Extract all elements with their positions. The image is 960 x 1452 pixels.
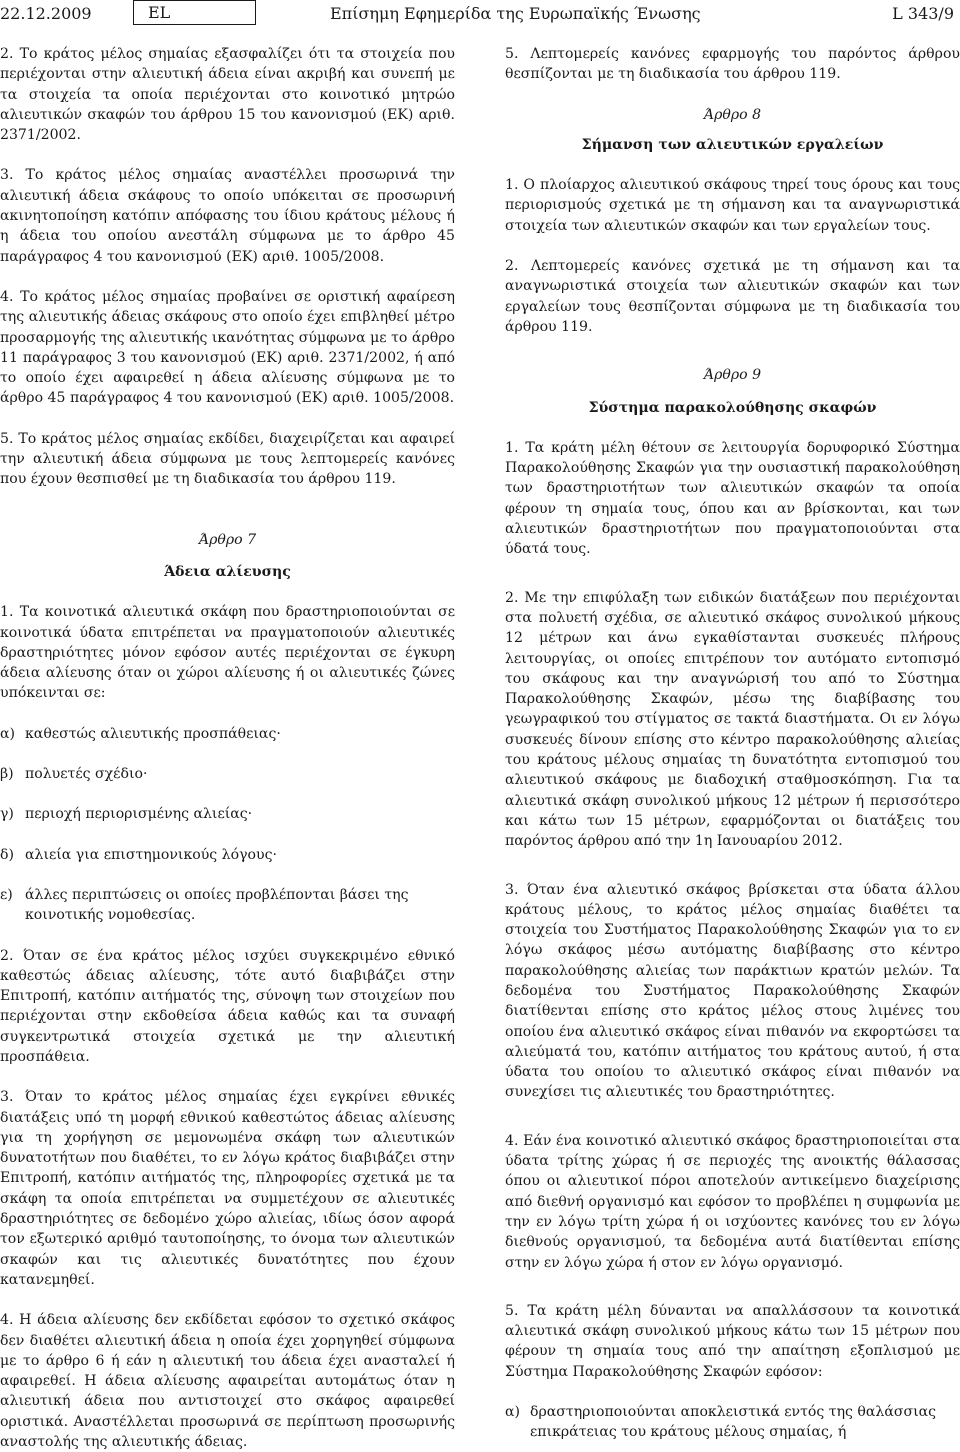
list-text: αλιεία για επιστημονικούς λόγους· — [25, 846, 277, 863]
article-9-title: Σύστημα παρακολούθησης σκαφών — [588, 399, 877, 416]
list-label: β) — [0, 766, 14, 783]
paragraph-9-1: 1. Τα κράτη μέλη θέτουν σε λειτουργία δορυφορικό Σύστημα Παρακολούθησης Σκαφών για την ουσιαστική παρακολούθηση των δραστηριοτήτων των αλιευτικών σκαφών τα οποία φέρουν τη σημαία τους, όπου και αν βρίσκονται, και των αλιευτικών δραστηριοτήτων που πραγματοποιούνται στα ύδατά τους. — [505, 439, 960, 558]
left-column — [0, 44, 455, 1452]
paragraph-9-3: 3. Όταν ένα αλιευτικό σκάφος βρίσκεται στα ύδατα άλλου κράτους μέλους, το κράτος μέλος σημαίας διαθέτει τα στοιχεία του Συστήματος Παρακολούθησης Σκαφών για το εν λόγω σκάφος μέσω αυτόματης διαβίβασης στο κέντρο παρακολούθησης αλιείας των παράκτιων κρατών μελών. Τα δεδομένα του Συστήματος Παρακολούθησης Σκαφών διατίθενται επίσης στο κράτος μέλος στους λιμένες του οποίου ένα αλιευτικό σκάφος είναι πιθανόν να εκφορτώσει τα αλιεύματά του, κατόπιν αιτήματος του κράτους αυτού, ή στα ύδατα του οποίου το αλιευτικό σκάφος είναι πιθανόν να συνεχίσει τις αλιευτικές του δραστηριότητες. — [505, 881, 960, 1101]
list-text: πολυετές σχέδιο· — [25, 766, 148, 783]
article-8-title: Σήμανση των αλιευτικών εργαλείων — [581, 136, 884, 153]
list-item-b — [0, 764, 455, 784]
language-code-box: EL — [133, 0, 256, 25]
list-label: ε) — [0, 886, 13, 903]
paragraph-8-1: 1. Ο πλοίαρχος αλιευτικού σκάφους τηρεί τους όρους και τους περιορισμούς σχετικά με τη σήμανση και τα αναγνωριστικά στοιχεία των αλιευτικών σκαφών και των εργαλείων τους. — [505, 177, 960, 234]
list-label: δ) — [0, 846, 14, 863]
list-item-d — [0, 845, 455, 865]
page-header — [0, 0, 960, 34]
paragraph-7-5: 5. Λεπτομερείς κανόνες εφαρμογής του παρόντος άρθρου θεσπίζονται με τη διαδικασία του άρθρου 119. — [505, 46, 960, 83]
article-7-title: Άδεια αλίευσης — [164, 563, 291, 580]
list-label: γ) — [0, 806, 14, 823]
paragraph-9-5: 5. Τα κράτη μέλη δύνανται να απαλλάσσουν τα κοινοτικά αλιευτικά σκάφη συνολικού μήκους κάτω των 15 μέτρων που φέρουν τη σημαία τους από την απαίτηση εξοπλισμού με Σύστημα Παρακολούθησης Σκαφών εφόσον: — [505, 1302, 960, 1380]
list-label: α) — [0, 725, 16, 742]
paragraph-7-3: 3. Όταν το κράτος μέλος σημαίας έχει εγκρίνει εθνικές διατάξεις υπό τη μορφή εθνικού καθεστώτος άδειας αλίευσης για τη χορήγηση σε μεμονωμένα σκάφη των αλιευτικών δυνατοτήτων που διαθέτει, το εν λόγω κράτος διαβιβάζει στην Επιτροπή, κατόπιν αιτήματός της, πληροφορίες σχετικά με τα σκάφη τα οποία επιτρέπεται να συμμετέχουν σε αλιευτικές δραστηριότητες σε δεδομένο χώρο αλιείας, ιδίως όσον αφορά τον εξωτερικό αριθμό ταυτοποίησης, το όνομα των αλιευτικών σκαφών και τις αλιευτικές δυνατότητες που έχουν κατανεμηθεί. — [0, 1089, 455, 1288]
list-item-c — [0, 804, 455, 824]
paragraph-9-2: 2. Με την επιφύλαξη των ειδικών διατάξεων που περιέχονται στα πολυετή σχέδια, σε αλιευτικό σκάφος συνολικού μήκους 12 μέτρων και άνω εγκαθίστανται συσκευές πλήρους λειτουργίας, οι οποίες επιτρέπουν τον αυτόματο εντοπισμό του σκάφους και την αναγνώρισή του από το Σύστημα Παρακολούθησης Σκαφών, μέσω της διαβίβασης του γεωγραφικού του στίγματος σε τακτά διαστήματα. Οι εν λόγω συσκευές δίνουν επίσης στο κέντρο παρακολούθησης αλιείας του κράτους μέλους σημαίας τη δυνατότητα εντοπισμού του αλιευτικού σκάφους με διαδοχική σταθμοσκόπηση. Για τα αλιευτικά σκάφη συνολικού μήκους 12 μέτρων ή περισσότερο και κάτω των 15 μέτρων, εφαρμόζονται οι διατάξεις του παρόντος άρθρου από την 1η Ιανουαρίου 2012. — [505, 589, 960, 850]
list-text: άλλες περιπτώσεις οι οποίες προβλέπονται βάσει της κοινοτικής νομοθεσίας. — [25, 886, 409, 924]
journal-title: Επίσημη Εφημερίδα της Ευρωπαϊκής Ένωσης — [330, 4, 701, 23]
article-9-number: Άρθρο 9 — [703, 367, 762, 384]
article-8-number: Άρθρο 8 — [703, 106, 762, 123]
list-label: α) — [505, 1404, 521, 1421]
paragraph-6-5: 5. Το κράτος μέλος σημαίας εκδίδει, διαχειρίζεται και αφαιρεί την αλιευτική άδεια σύμφωνα με τους λεπτομερείς κανόνες που έχουν θεσπισθεί με τη διαδικασία του άρθρου 119. — [0, 430, 455, 488]
page-number: L 343/9 — [892, 4, 954, 23]
list-text: περιοχή περιορισμένης αλιείας· — [25, 806, 253, 823]
publication-date: 22.12.2009 — [0, 4, 92, 23]
list-item-a — [505, 1402, 960, 1443]
paragraph-9-4: 4. Εάν ένα κοινοτικό αλιευτικό σκάφος δραστηριοποιείται στα ύδατα τρίτης χώρας ή σε περιοχές της ανοικτής θάλασσας όπου οι αλιευτικοί πόροι αποτελούν αντικείμενο διαχείρισης από διεθνή οργανισμό και εφόσον το προβλέπει η συμφωνία με την εν λόγω τρίτη χώρα ή οι ισχύοντες κανόνες του εν λόγω διεθνούς οργανισμού, τα δεδομένα αυτά διατίθενται επίσης στην εν λόγω χώρα ή στον εν λόγω οργανισμό. — [505, 1132, 960, 1271]
paragraph-8-2: 2. Λεπτομερείς κανόνες σχετικά με τη σήμανση και τα αναγνωριστικά στοιχεία των αλιευτικών σκαφών και των εργαλείων τους θεσπίζονται σύμφωνα με τη διαδικασία του άρθρου 119. — [505, 258, 960, 335]
right-column — [505, 44, 960, 1443]
list-item-e — [0, 885, 455, 926]
list-text: δραστηριοποιούνται αποκλειστικά εντός της θαλάσσιας επικράτειας του κράτους μέλους σημαίας, ή — [530, 1404, 937, 1441]
list-text: καθεστώς αλιευτικής προσπάθειας· — [25, 725, 281, 742]
paragraph-7-2: 2. Όταν σε ένα κράτος μέλος ισχύει συγκεκριμένο εθνικό καθεστώς άδειας αλίευσης, τότε αυτό διαβιβάζει στην Επιτροπή, κατόπιν αιτήματός της, σύνοψη των στοιχείων που περιέχονται στην εκδοθείσα άδεια καθώς και τα συναφή συγκεντρωτικά στοιχεία σχετικά με την αλιευτική προσπάθεια. — [0, 947, 455, 1065]
list-item-a — [0, 724, 455, 744]
paragraph-7-1: 1. Τα κοινοτικά αλιευτικά σκάφη που δραστηριοποιούνται σε κοινοτικά ύδατα επιτρέπεται να πραγματοποιούν αλιευτικές δραστηριότητες μόνον εφόσον αυτές περιέχονται σε έγκυρη άδεια αλίευσης όταν οι χώροι αλίευσης ή οι αλιευτικές ζώνες υπόκεινται σε: — [0, 604, 455, 702]
paragraph-7-4: 4. Η άδεια αλίευσης δεν εκδίδεται εφόσον το σχετικό σκάφος δεν διαθέτει αλιευτική άδεια η οποία έχει χορηγηθεί σύμφωνα με το άρθρο 6 ή εάν η αλιευτική του άδεια έχει ανασταλεί ή αφαιρεθεί. Η άδεια αλίευσης αφαιρείται αυτομάτως όταν η αλιευτική άδεια που αντιστοιχεί στο σκάφος αφαιρεθεί οριστικά. Αναστέλλεται προσωρινά σε περίπτωση προσωρινής αναστολής της αλιευτικής άδειας. — [0, 1312, 455, 1451]
paragraph-6-2: 2. Το κράτος μέλος σημαίας εξασφαλίζει ότι τα στοιχεία που περιέχονται στην αλιευτική άδεια είναι ακριβή και συνεπή με τα στοιχεία τα οποία περιέχονται στο κοινοτικό μητρώο αλιευτικών σκαφών του άρθρου 15 του κανονισμού (ΕΚ) αριθ. 2371/2002. — [0, 46, 455, 144]
article-7-number: Άρθρο 7 — [198, 531, 257, 548]
paragraph-6-4: 4. Το κράτος μέλος σημαίας προβαίνει σε οριστική αφαίρεση της αλιευτικής άδειας σκάφους στο οποίο έχει επιβληθεί μέτρο προσαρμογής της αλιευτικής ικανότητας σύμφωνα με το άρθρο 11 παράγραφος 3 του κανονισμού (ΕΚ) αριθ. 2371/2002, ή από το οποίο έχει αφαιρεθεί η άδεια αλίευσης σύμφωνα με το άρθρο 45 παράγραφος 4 του κανονισμού (ΕΚ) αριθ. 1005/2008. — [0, 288, 455, 407]
paragraph-6-3: 3. Το κράτος μέλος σημαίας αναστέλλει προσωρινά την αλιευτική άδεια σκάφους το οποίο υπόκειται σε προσωρινή ακινητοποίηση κατόπιν απόφασης του ίδιου κράτους μέλους ή η άδεια του οποίου ανεστάλη σύμφωνα με το άρθρο 45 παράγραφος 4 του κανονισμού (ΕΚ) αριθ. 1005/2008. — [0, 167, 455, 265]
